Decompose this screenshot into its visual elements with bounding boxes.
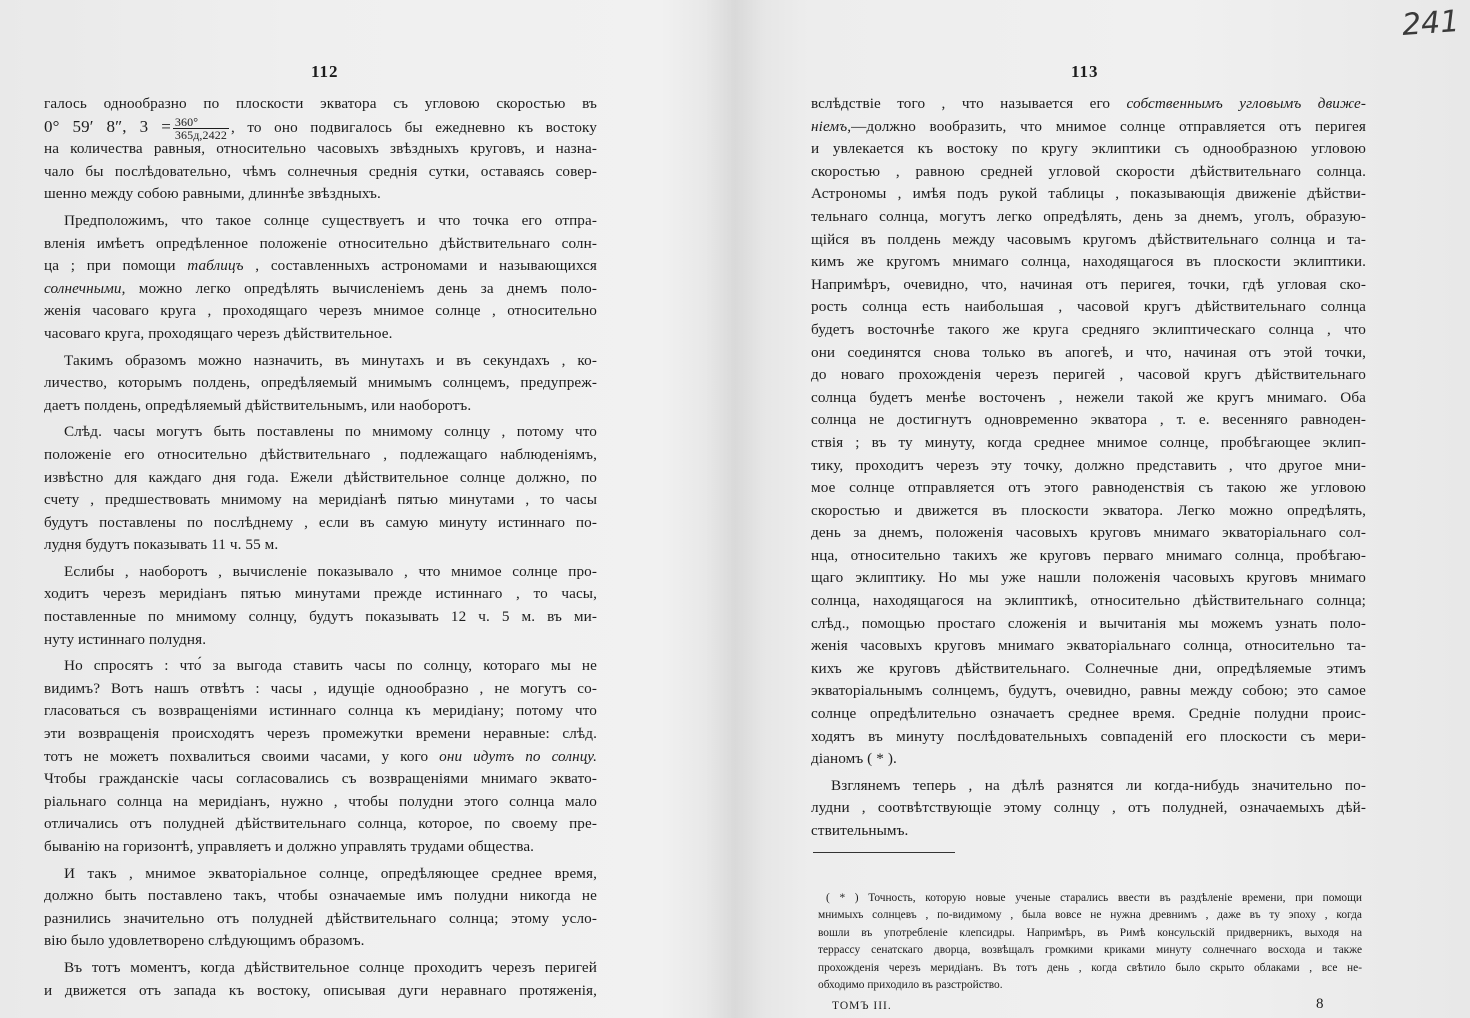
text-line: до новаго прохожденія черезъ перигей , часовой кругъ дѣйствительнаго [811, 366, 1366, 384]
italic-text: они идутъ по солнцу. [439, 747, 597, 765]
volume-signature: ТОМЪ III. [832, 1000, 892, 1012]
paragraph [44, 93, 597, 206]
text-line: ходитъ черезъ меридіанъ пятью минутами прежде истиннаго , то часы, [44, 585, 597, 603]
text-line: галось однообразно по плоскости экватора съ угловою скоростью въ [44, 95, 597, 112]
text-line: Астрономы , имѣя подъ рукой таблицы , показывающія движеніе дѣйстви- [811, 185, 1366, 203]
text-line: и увлекается къ востоку по кругу эклиптики съ однообразною угловою [811, 140, 1366, 158]
text-line: діаномъ ( * ). [811, 750, 897, 768]
text-line: ствительнымъ. [811, 822, 909, 839]
text-line: женія часоваго круга , проходящаго черезъ мнимое солнце , относительно [44, 302, 597, 320]
footnote-divider [813, 852, 955, 853]
page-body [44, 93, 597, 1006]
text-line: щійся въ полдень между часовымъ кругомъ дѣйствительнаго солнца и та- [811, 230, 1366, 248]
text-line: извѣстно для каждаго дня года. Ежели дѣйствительное солнце должно, по [44, 468, 597, 486]
footnote-line: ( * ) Точность, которую новые ученые старались ввести въ раздѣленіе времени, при помощи [826, 892, 1362, 904]
footnote-line: прохожденія черезъ меридіанъ. Въ тотъ день , когда свѣтило было скрыто облаками , все не- [818, 961, 1362, 974]
page-body [811, 93, 1366, 847]
text-line: Такимъ образомъ можно назначить, въ минутахъ и въ секундахъ , ко- [64, 351, 597, 369]
footnote-line: мнимыхъ солнцевъ , по-видимому , была вовсе не нужна древнимъ , даже въ ту эпоху , когда [818, 909, 1362, 922]
paragraph [44, 210, 597, 346]
text-line: будутъ поставлены по послѣднему , если въ самую минуту истиннаго по- [44, 513, 597, 531]
text-run: , составленныхъ астрономами и называющихся [243, 257, 597, 275]
paragraph [44, 561, 597, 651]
text-line: день за днемъ, положенія часовыхъ круговъ мнимаго экваторіальнаго сол- [811, 524, 1366, 542]
text-run: тотъ не можетъ похвалиться своими часами, у кого [44, 747, 440, 765]
text-line: ріальнаго солнца на меридіанъ, нужно , чтобы полудни этого солнца мало [44, 792, 597, 810]
text-line: Предположимъ, что такое солнце существуетъ и что точка его отпра- [64, 211, 597, 229]
text-line: Напримѣръ, очевидно, что, начиная отъ перигея, точки, гдѣ угловая ско- [811, 275, 1366, 293]
text-line: Въ тотъ моментъ, когда дѣйствительное солнце проходитъ черезъ перигей [64, 958, 597, 976]
page-number: 113 [1071, 62, 1099, 81]
text-line: рость солнца есть наибольшая , часовой кругъ дѣйствительнаго солнца [811, 298, 1366, 316]
text-line: скоростью , равною средней угловой скорости дѣйствительнаго солнца. [811, 162, 1366, 180]
paragraph [811, 775, 1366, 843]
text-line [44, 114, 597, 142]
text-line: личество, которымъ полдень, опредѣляемый мнимымъ солнцемъ, предупреж- [44, 374, 597, 392]
text-line: положеніе его относительно дѣйствительнаго , подлежащаго наблюденіямъ, [44, 445, 597, 463]
text-line: экваторіальнымъ солнцемъ, будутъ, очевидно, равны между собою; это самое [811, 682, 1366, 700]
text-line: лудня будутъ показывать 11 ч. 55 м. [44, 536, 279, 554]
text-line: слѣд., помощью простаго сложенія и вычитанія мы можемъ узнать поло- [811, 614, 1366, 632]
text-line: будетъ восточнѣе такого же круга средняго эклиптическаго солнца , что [811, 320, 1366, 338]
text-line: вленія имѣетъ опредѣленное положеніе относительно дѣйствительнаго солн- [44, 234, 597, 252]
text-line: счету , предшествовать мнимому на меридіанѣ пятью минутами , то часы [44, 491, 597, 509]
text-line: Чтобы гражданскіе часы согласовались съ возвращеніями мнимаго эквато- [44, 770, 597, 788]
text-run: , то оно подвигалось бы ежедневно къ востоку [230, 118, 597, 136]
text-line: тельнаго солнца, могутъ легко опредѣлять, день за днемъ, уголъ, образую- [811, 207, 1366, 225]
text-line: поставленные по мнимому солнцу, будутъ показывать 12 ч. 5 м. въ ми- [44, 608, 597, 626]
text-line: видимъ? Вотъ нашъ отвѣтъ : часы , идущіе однообразно , не могутъ со- [44, 679, 597, 697]
text-line: шенно между собою равными, длиннѣе звѣздныхъ. [44, 185, 381, 203]
text-line: ствія ; въ ту минуту, когда среднее мнимое солнце, пробѣгающее эклип- [811, 433, 1366, 451]
text-line: ходятъ въ минуту послѣдовательныхъ совпаденій его плоскости съ мери- [811, 727, 1366, 745]
footnote-line: вошли въ употребленіе клепсидры. Напримѣръ, въ Римѣ консульскій придверникъ, выходя на [818, 926, 1362, 939]
handwritten-folio-number: 241 [1400, 4, 1461, 43]
text-run: , можно легко опредѣлять вычисленіемъ день за днемъ поло- [121, 279, 597, 297]
text-line: щаго эклиптику. Но мы уже нашли положенія часовыхъ круговъ мнимаго [811, 569, 1366, 587]
text-line: солнце опредѣлительно означаетъ среднее время. Средніе полудни проис- [811, 705, 1366, 723]
paragraph [811, 93, 1366, 771]
italic-text: солнечными [44, 279, 122, 297]
text-line: тику, проходитъ черезъ эту точку, должно представить , что другое мни- [811, 456, 1366, 474]
footnote-line: террассу сенатскаго дворца, возвѣщалъ громкими криками минуту солнечнаго восхода и также [818, 944, 1362, 957]
text-line: солнца не достигнутъ одновременно экватора , т. е. весенняго равноден- [811, 411, 1366, 429]
italic-text: ніемъ [811, 117, 848, 135]
paragraph [44, 350, 597, 418]
text-line: Слѣд. часы могутъ быть поставлены по мнимому солнцу , потому что [64, 423, 597, 441]
text-line: и движется отъ запада къ востоку, описывая дуги неравнаго протяженія, [44, 981, 597, 999]
text-line: вію было удовлетворено слѣдующимъ образомъ. [44, 932, 365, 950]
text-line: на количества равныя, относительно часовыхъ звѣздныхъ круговъ, и назна- [44, 140, 597, 158]
text-run: ,—должно вообразить, что мнимое солнце отправляется отъ перигея [847, 117, 1366, 135]
text-line: они соединятся снова только въ апогеѣ, и что, начиная отъ этой точки, [811, 343, 1366, 361]
text-line: Взглянемъ теперь , на дѣлѣ разнятся ли когда-нибудь значительно по- [831, 776, 1366, 794]
fraction-denominator: 365д,2422 [174, 127, 227, 142]
fraction-numerator: 360° [173, 116, 229, 129]
text-line: лудни , соотвѣтствующіе этому солнцу , отъ полудней, означаемыхъ дѣй- [811, 799, 1366, 817]
text-line: быванію на горизонтѣ, управляетъ и должно управлять трудами общества. [44, 838, 535, 855]
text-line: солнца, находящагося на эклиптикѣ, относительно дѣйствительнаго солнца; [811, 592, 1366, 610]
text-line: гласоваться съ возвращеніями истиннаго солнца къ меридіану; потому что [44, 702, 597, 720]
text-line: И такъ , мнимое экваторіальное солнце, опредѣляющее среднее время, [64, 864, 597, 882]
text-line: чало бы послѣдовательно, чѣмъ солнечныя среднія сутки, оставаясь совер- [44, 162, 597, 180]
fraction [173, 116, 229, 141]
text-line: кимъ же кругомъ мнимаго солнца, находящагося въ плоскости эклиптики. [811, 253, 1366, 271]
italic-text: таблицъ [187, 257, 244, 275]
text-line: женія часовыхъ круговъ мнимаго экваторіальнаго солнца, относительно та- [811, 637, 1366, 655]
text-line [811, 116, 1366, 139]
text-line: даетъ полдень, опредѣляемый дѣйствительнымъ, или наоборотъ. [44, 396, 472, 414]
text-line: часоваго круга, проходящаго черезъ дѣйствительное. [44, 324, 393, 342]
text-line: нца, относительно такихъ же круговъ перваго мнимаго солнца, пробѣгаю- [811, 546, 1366, 564]
text-line: должно быть поставлено такъ, чтобы означаемые имъ полудни никогда не [44, 887, 597, 905]
text-line: кихъ же круговъ дѣйствительнаго. Солнечные дни, опредѣляемые этимъ [811, 659, 1366, 677]
text-line [44, 746, 597, 769]
paragraph [44, 863, 597, 953]
footnote-line: обходимо приходило въ разстройство. [818, 978, 1003, 991]
text-line: солнца будетъ менѣе восточенъ , нежели такой же кругъ мнимаго. Оба [811, 388, 1366, 406]
text-run: вслѣдствіе того , что называется его [811, 95, 1127, 112]
text-run: 0° 59′ 8″, 3 = [44, 116, 171, 136]
text-line [44, 278, 597, 301]
text-line: нуту истиннаго полудня. [44, 630, 207, 648]
text-line: Но спросятъ : что́ за выгода ставить часы по солнцу, котораго мы не [64, 657, 597, 675]
text-line: Еслибы , наоборотъ , вычисленіе показывало , что мнимое солнце про- [64, 562, 597, 580]
text-line: скоростью и движется въ плоскости экватора. Легко можно опредѣлять, [811, 501, 1366, 519]
footnote [818, 890, 1362, 994]
paragraph [44, 421, 597, 557]
page-number: 112 [311, 62, 339, 81]
right-page [735, 0, 1470, 1018]
text-line: мое солнце отправляется отъ этого равноденствія съ такою же угловою [811, 479, 1366, 497]
italic-text: собственнымъ угловымъ движе- [1126, 95, 1366, 112]
text-line [811, 93, 1366, 116]
text-line: отличались отъ полудней дѣйствительнаго солнца, которое, по своему пре- [44, 815, 597, 833]
signature-number: 8 [1316, 996, 1325, 1012]
paragraph [44, 655, 597, 858]
text-run: ца ; при помощи [44, 257, 188, 275]
text-line: эти возвращенія происходятъ черезъ промежутки времени неравные: слѣд. [44, 725, 597, 743]
text-line [44, 255, 597, 278]
paragraph [44, 957, 597, 1002]
text-line: разнились значительно отъ полудней дѣйствительнаго солнца; этому усло- [44, 909, 597, 927]
